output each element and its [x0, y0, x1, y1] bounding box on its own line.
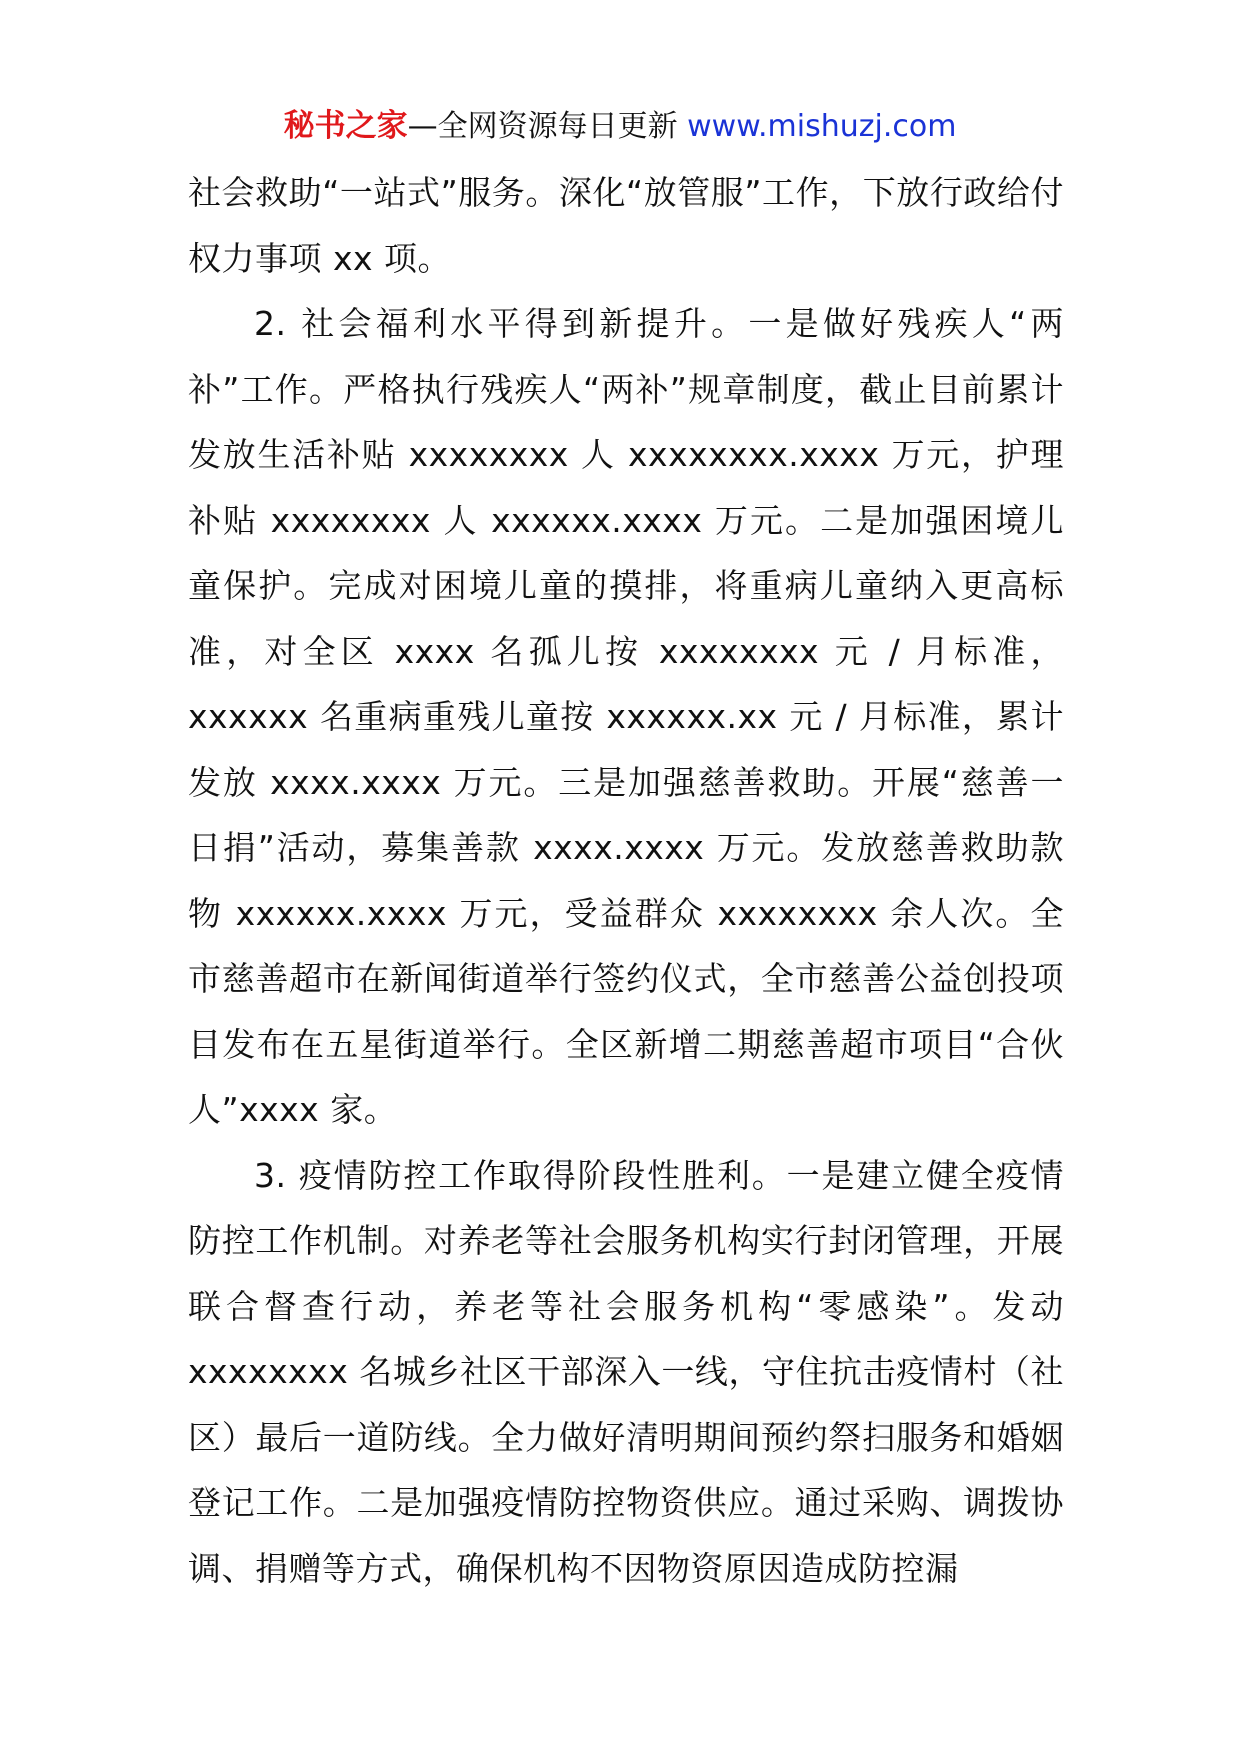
header-tagline: —全网资源每日更新 [407, 109, 688, 144]
document-body [188, 160, 1064, 1601]
site-header [0, 104, 1240, 149]
paragraph-continuation: 社会救助“一站式”服务。深化“放管服”工作，下放行政给付权力事项 xx 项。 [188, 173, 1064, 278]
paragraph-social-welfare: 2. 社会福利水平得到新提升。一是做好残疾人“两补”工作。严格执行残疾人“两补”规章制度，截止目前累计发放生活补贴 xxxxxxxx 人 xxxxxxxx.xxxx 万元，护理补贴 xxxxxxxx 人 xxxxxx.xxxx 万元。二是加强困境儿童保护。完成对困境儿童的摸排，将重病儿童纳入更高标准，对全区 xxxx 名孤儿按 xxxxxxxx 元 / 月标准，xxxxxx 名重病重残儿童按 xxxxxx.xx 元 / 月标准，累计发放 xxxx.xxxx 万元。三是加强慈善救助。开展“慈善一日捐”活动，募集善款 xxxx.xxxx 万元。发放慈善救助款物 xxxxxx.xxxx 万元，受益群众 xxxxxxxx 余人次。全市慈善超市在新闻街道举行签约仪式，全市慈善公益创投项目发布在五星街道举行。全区新增二期慈善超市项目“合伙人”xxxx 家。 [188, 304, 1064, 1129]
site-url-link[interactable]: www.mishuzj.com [687, 109, 957, 144]
brand-name: 秘书之家 [283, 108, 408, 144]
paragraph-epidemic-control: 3. 疫情防控工作取得阶段性胜利。一是建立健全疫情防控工作机制。对养老等社会服务机构实行封闭管理，开展联合督查行动，养老等社会服务机构“零感染”。发动 xxxxxxxx 名城乡社区干部深入一线，守住抗击疫情村（社区）最后一道防线。全力做好清明期间预约祭扫服务和婚姻登记工作。二是加强疫情防控物资供应。通过采购、调拨协调、捐赠等方式，确保机构不因物资原因造成防控漏 [188, 1155, 1064, 1588]
